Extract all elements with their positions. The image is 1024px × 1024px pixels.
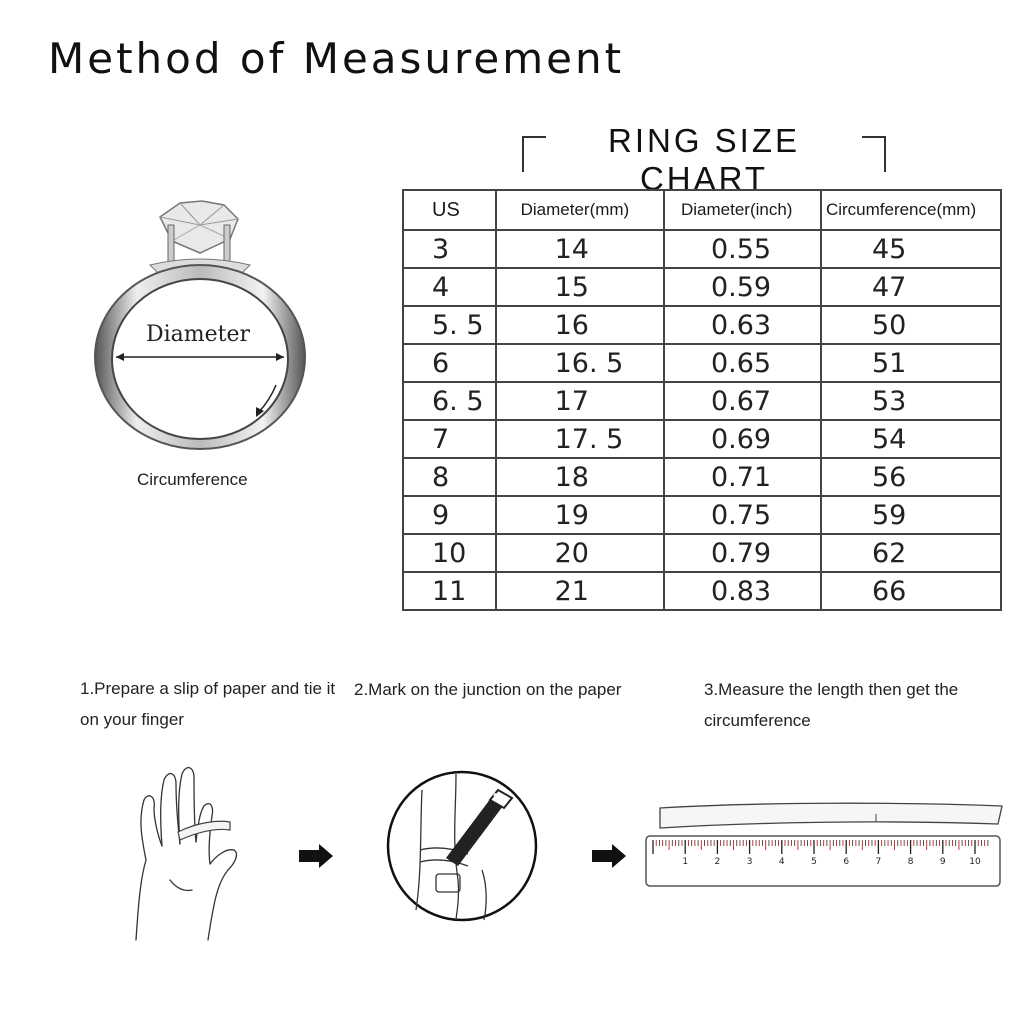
diameter-label: Diameter: [145, 322, 251, 347]
header-diameter-inch: Diameter(inch): [664, 190, 821, 230]
cell-diameter-mm: 18: [496, 458, 664, 496]
arrow-right-icon: [592, 844, 628, 868]
table-row: [403, 458, 1001, 496]
cell-circumference: 45: [821, 230, 1001, 268]
cell-diameter-inch: 0.65: [664, 344, 821, 382]
cell-circumference: 59: [821, 496, 1001, 534]
cell-circumference: 66: [821, 572, 1001, 610]
ruler-number: 10: [969, 857, 981, 867]
circumference-caption: Circumference: [137, 470, 248, 489]
table-row: [403, 306, 1001, 344]
table-row: [403, 382, 1001, 420]
cell-us: 10: [403, 534, 496, 572]
cell-diameter-inch: 0.83: [664, 572, 821, 610]
ruler-number: 4: [778, 857, 785, 867]
table-row: [403, 572, 1001, 610]
header-circumference-mm: Circumference(mm): [821, 190, 1001, 230]
cell-circumference: 56: [821, 458, 1001, 496]
cell-circumference: 62: [821, 534, 1001, 572]
cell-diameter-inch: 0.75: [664, 496, 821, 534]
cell-diameter-mm: 17. 5: [496, 420, 664, 458]
cell-us: 5. 5: [403, 306, 496, 344]
ruler-number: 9: [939, 857, 946, 867]
page-title: Method of Measurement: [48, 34, 625, 83]
cell-us: 7: [403, 420, 496, 458]
pen-marking-illustration: [386, 770, 538, 922]
header-diameter-mm: Diameter(mm): [496, 190, 664, 230]
ruler-number: 1: [682, 857, 689, 867]
step-2-text: 2.Mark on the junction on the paper: [354, 680, 622, 699]
table-header-row: [403, 190, 1001, 230]
table-row: [403, 496, 1001, 534]
cell-diameter-inch: 0.59: [664, 268, 821, 306]
cell-diameter-mm: 16. 5: [496, 344, 664, 382]
table-row: [403, 230, 1001, 268]
ring-size-table: [402, 189, 1002, 611]
cell-us: 6. 5: [403, 382, 496, 420]
paper-slip: [178, 821, 230, 840]
cell-us: 9: [403, 496, 496, 534]
cell-circumference: 54: [821, 420, 1001, 458]
cell-diameter-inch: 0.63: [664, 306, 821, 344]
ruler-number: 5: [811, 857, 817, 867]
ruler-number: 8: [907, 857, 914, 867]
cell-us: 3: [403, 230, 496, 268]
cell-diameter-inch: 0.69: [664, 420, 821, 458]
cell-circumference: 47: [821, 268, 1001, 306]
ring-band: [95, 259, 305, 449]
table-row: [403, 534, 1001, 572]
table-row: [403, 344, 1001, 382]
step-1-text: 1.Prepare a slip of paper and tie it on your finger: [80, 679, 336, 729]
table-row: [403, 268, 1001, 306]
paper-strip: [660, 803, 1002, 828]
ruler-number: 3: [746, 857, 753, 867]
cell-diameter-inch: 0.79: [664, 534, 821, 572]
ruler-illustration: [640, 800, 1006, 892]
ring-illustration: [90, 195, 320, 465]
cell-diameter-mm: 21: [496, 572, 664, 610]
table-row: [403, 420, 1001, 458]
cell-circumference: 53: [821, 382, 1001, 420]
ruler-number: 7: [875, 857, 882, 867]
bracket-left: [522, 136, 546, 172]
cell-us: 8: [403, 458, 496, 496]
diamond-icon: [160, 201, 238, 265]
cell-us: 4: [403, 268, 496, 306]
ruler-body: [646, 836, 1000, 886]
cell-diameter-inch: 0.55: [664, 230, 821, 268]
cell-us: 6: [403, 344, 496, 382]
cell-diameter-mm: 14: [496, 230, 664, 268]
cell-circumference: 50: [821, 306, 1001, 344]
cell-us: 11: [403, 572, 496, 610]
cell-diameter-mm: 19: [496, 496, 664, 534]
cell-circumference: 51: [821, 344, 1001, 382]
step-3-text: 3.Measure the length then get the circumference: [704, 680, 959, 730]
hand-illustration: [118, 760, 268, 945]
chart-title: RING SIZE CHART: [607, 122, 801, 197]
bracket-right: [862, 136, 886, 172]
cell-diameter-mm: 17: [496, 382, 664, 420]
cell-diameter-mm: 15: [496, 268, 664, 306]
cell-diameter-mm: 16: [496, 306, 664, 344]
ruler-number: 2: [714, 857, 721, 867]
arrow-right-icon: [299, 844, 335, 868]
cell-diameter-inch: 0.67: [664, 382, 821, 420]
header-us: US: [403, 190, 496, 230]
cell-diameter-inch: 0.71: [664, 458, 821, 496]
ruler-number: 6: [843, 857, 850, 867]
chart-heading: [522, 120, 886, 197]
cell-diameter-mm: 20: [496, 534, 664, 572]
